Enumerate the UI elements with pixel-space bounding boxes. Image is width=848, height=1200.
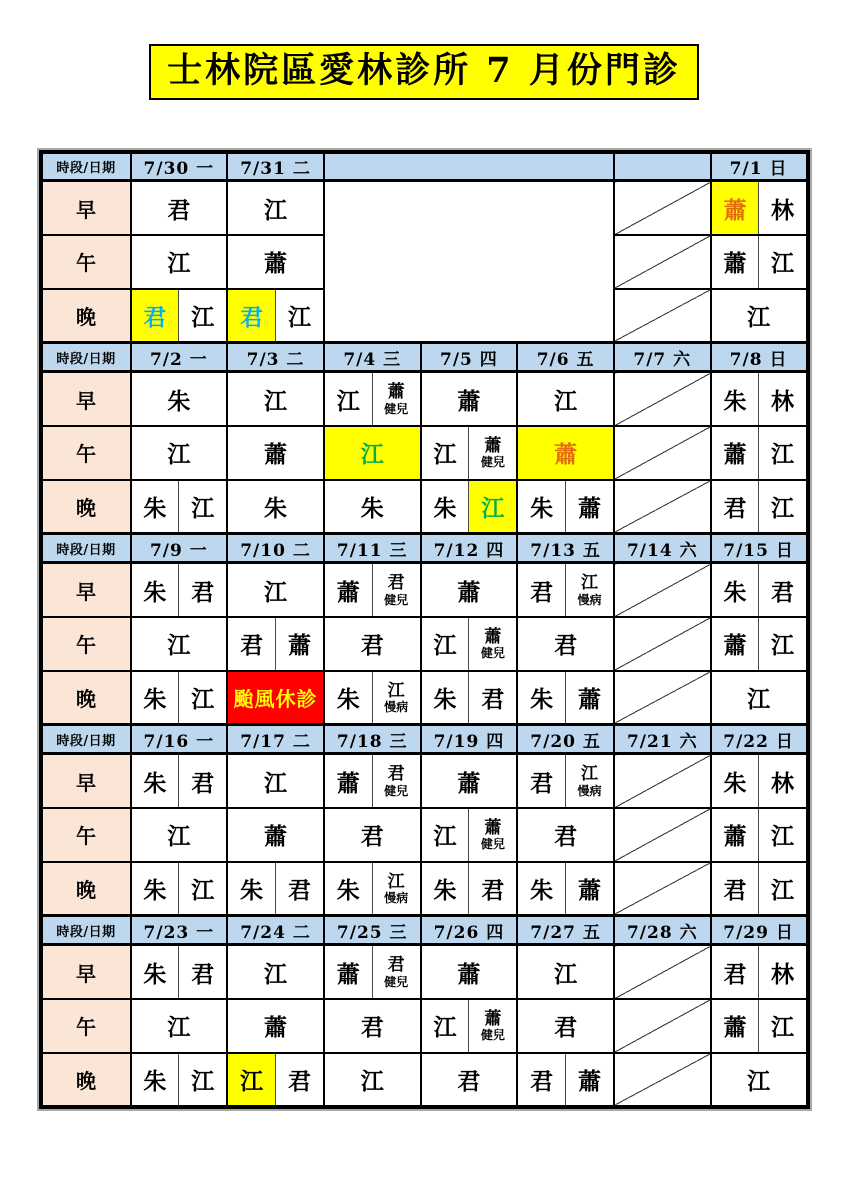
schedule-cell: 江 [131,235,228,289]
clinic-type-label: 健兒 [480,455,505,470]
schedule-cell: 蕭 [517,426,614,480]
schedule-cell: 朱 [711,372,759,426]
day-header: 7/28 六 [614,916,711,945]
schedule-cell: 江 [759,426,808,480]
schedule-cell: 蕭 [711,426,759,480]
schedule-cell: 江 [131,999,228,1053]
schedule-row [41,181,808,235]
schedule-cell: 朱 [517,671,565,725]
schedule-row [41,563,808,617]
schedule-cell: 江 [227,181,324,235]
day-header: 7/23 一 [131,916,228,945]
clinic-type-label: 健兒 [384,592,409,607]
schedule-cell: 朱 [324,862,372,916]
schedule-cell: 蕭 [324,754,372,808]
schedule-cell: 江 [421,808,469,862]
day-header: 7/20 五 [517,725,614,754]
schedule-cell: 林 [759,754,808,808]
schedule-cell: 蕭 [711,235,759,289]
schedule-cell: 江 [421,999,469,1053]
clinic-type-label: 健兒 [384,401,409,416]
schedule-cell [469,999,517,1053]
schedule-cell [469,808,517,862]
corner-header: 時段/日期 [41,725,131,754]
schedule-cell [372,754,420,808]
schedule-cell: 朱 [131,945,179,999]
doctor-name: 江 [387,680,405,701]
schedule-cell: 君 [179,563,227,617]
schedule-cell: 江 [711,289,808,343]
clinic-type-label: 慢病 [384,891,409,906]
schedule-cell: 江 [711,671,808,725]
week-block [41,916,808,1107]
week-header-row [41,152,808,181]
schedule-cell: 朱 [517,862,565,916]
day-header: 7/15 日 [711,534,808,563]
closed-day-cell [614,671,711,725]
schedule-cell [469,617,517,671]
schedule-cell: 蕭 [711,999,759,1053]
doctor-name: 江 [581,573,599,594]
schedule-cell: 江 [517,945,614,999]
week-block [41,152,808,343]
schedule-cell: 君 [517,1053,565,1107]
day-header [324,152,614,181]
schedule-cell: 江 [759,480,808,534]
time-label: 午 [41,235,131,289]
doctor-name: 蕭 [484,626,502,647]
schedule-cell: 江 [131,617,228,671]
schedule-cell: 蕭 [227,426,324,480]
schedule-cell: 江 [324,372,372,426]
day-header: 7/12 四 [421,534,518,563]
schedule-cell: 朱 [131,1053,179,1107]
schedule-cell: 朱 [421,480,469,534]
schedule-cell [372,671,420,725]
schedule-cell [372,862,420,916]
schedule-cell: 林 [759,945,808,999]
schedule-cell: 君 [517,808,614,862]
schedule-cell: 蕭 [276,617,324,671]
closed-day-cell [614,563,711,617]
schedule-cell: 君 [276,862,324,916]
week-header-row [41,725,808,754]
schedule-cell: 蕭 [566,862,614,916]
day-header: 7/7 六 [614,343,711,372]
clinic-type-label: 健兒 [480,837,505,852]
closed-day-cell [614,181,711,235]
schedule-cell: 江 [324,1053,421,1107]
schedule-cell: 蕭 [324,563,372,617]
schedule-cell: 江 [179,289,227,343]
day-header: 7/5 四 [421,343,518,372]
closed-day-cell [614,372,711,426]
schedule-row [41,372,808,426]
day-header: 7/8 日 [711,343,808,372]
schedule-cell [566,754,614,808]
doctor-name: 蕭 [484,435,502,456]
day-header: 7/30 一 [131,152,228,181]
schedule-cell: 江 [759,235,808,289]
clinic-type-label: 慢病 [384,700,409,715]
closed-day-cell [614,617,711,671]
week-block [41,725,808,916]
day-header: 7/22 日 [711,725,808,754]
schedule-cell: 君 [179,754,227,808]
schedule-cell: 君 [324,999,421,1053]
week-block [41,343,808,534]
typhoon-closed-cell: 颱風休診 [227,671,324,725]
schedule-row [41,426,808,480]
closed-day-cell [614,235,711,289]
doctor-name: 江 [581,764,599,785]
day-header: 7/16 一 [131,725,228,754]
closed-day-cell [614,480,711,534]
schedule-cell: 江 [227,1053,275,1107]
closed-day-cell [614,999,711,1053]
schedule-cell: 江 [759,999,808,1053]
closed-day-cell [614,426,711,480]
schedule-cell: 江 [517,372,614,426]
time-label: 晚 [41,480,131,534]
day-header: 7/6 五 [517,343,614,372]
schedule-cell: 江 [131,426,228,480]
schedule-cell: 江 [227,563,324,617]
schedule-cell: 江 [276,289,324,343]
corner-header: 時段/日期 [41,343,131,372]
time-label: 早 [41,372,131,426]
closed-day-cell [614,945,711,999]
schedule-cell [469,426,517,480]
day-header: 7/27 五 [517,916,614,945]
clinic-type-label: 健兒 [480,646,505,661]
time-label: 晚 [41,671,131,725]
schedule-row [41,480,808,534]
day-header: 7/11 三 [324,534,421,563]
schedule-cell: 君 [421,1053,518,1107]
schedule-cell: 朱 [131,480,179,534]
schedule-table [39,150,810,1109]
schedule-cell: 君 [469,671,517,725]
schedule-cell: 蕭 [421,945,518,999]
doctor-name: 蕭 [484,817,502,838]
schedule-cell: 朱 [131,563,179,617]
day-header: 7/3 二 [227,343,324,372]
clinic-type-label: 慢病 [577,592,602,607]
schedule-cell: 江 [421,426,469,480]
schedule-row [41,862,808,916]
corner-header: 時段/日期 [41,916,131,945]
schedule-cell: 君 [276,1053,324,1107]
time-label: 午 [41,426,131,480]
schedule-cell: 蕭 [711,617,759,671]
schedule-cell: 江 [179,671,227,725]
schedule-cell: 君 [517,563,565,617]
day-header: 7/9 一 [131,534,228,563]
schedule-cell: 朱 [421,671,469,725]
day-header: 7/21 六 [614,725,711,754]
schedule-cell: 蕭 [421,754,518,808]
doctor-name: 蕭 [484,1008,502,1029]
schedule-cell [372,945,420,999]
corner-header: 時段/日期 [41,534,131,563]
schedule-row [41,1053,808,1107]
schedule-cell: 君 [711,862,759,916]
day-header: 7/1 日 [711,152,808,181]
schedule-cell: 江 [421,617,469,671]
schedule-row [41,808,808,862]
week-header-row [41,343,808,372]
schedule-cell: 朱 [517,480,565,534]
schedule-cell: 蕭 [227,999,324,1053]
clinic-type-label: 健兒 [384,783,409,798]
closed-day-cell [614,862,711,916]
schedule-cell: 君 [469,862,517,916]
schedule-cell: 蕭 [324,945,372,999]
empty-span-cell [324,181,614,343]
schedule-cell: 君 [131,181,228,235]
schedule-row [41,671,808,725]
day-header: 7/25 三 [324,916,421,945]
day-header: 7/17 二 [227,725,324,754]
title-bar [0,0,848,100]
schedule-row [41,945,808,999]
time-label: 早 [41,945,131,999]
time-label: 午 [41,617,131,671]
time-label: 晚 [41,1053,131,1107]
closed-day-cell [614,808,711,862]
doctor-name: 君 [387,764,405,785]
day-header: 7/26 四 [421,916,518,945]
schedule-cell: 江 [711,1053,808,1107]
day-header: 7/24 二 [227,916,324,945]
time-label: 晚 [41,862,131,916]
doctor-name: 江 [387,871,405,892]
schedule-cell: 君 [179,945,227,999]
schedule-cell: 朱 [421,862,469,916]
schedule-cell [372,563,420,617]
clinic-type-label: 健兒 [480,1028,505,1043]
schedule-cell: 君 [759,563,808,617]
schedule-cell: 朱 [131,862,179,916]
schedule-cell [372,372,420,426]
schedule-cell: 君 [324,617,421,671]
schedule-cell: 朱 [131,372,228,426]
time-label: 午 [41,999,131,1053]
schedule-cell: 君 [227,617,275,671]
schedule-cell: 林 [759,181,808,235]
doctor-name: 君 [387,573,405,594]
schedule-cell: 朱 [227,480,324,534]
schedule-cell: 蕭 [566,1053,614,1107]
schedule-cell: 朱 [131,671,179,725]
schedule-cell: 江 [227,945,324,999]
schedule-cell: 朱 [131,754,179,808]
schedule-cell: 江 [227,754,324,808]
closed-day-cell [614,1053,711,1107]
day-header [614,152,711,181]
schedule-cell: 朱 [324,671,372,725]
time-label: 早 [41,563,131,617]
schedule-cell: 君 [324,808,421,862]
doctor-name: 君 [387,955,405,976]
time-label: 晚 [41,289,131,343]
schedule-cell: 江 [469,480,517,534]
page-title: 士林院區愛林診所 7 月份門診 [149,44,699,100]
schedule-cell: 朱 [711,563,759,617]
day-header: 7/13 五 [517,534,614,563]
time-label: 早 [41,181,131,235]
week-header-row [41,916,808,945]
schedule-cell: 江 [131,808,228,862]
day-header: 7/29 日 [711,916,808,945]
doctor-name: 蕭 [387,382,405,403]
schedule-cell: 蕭 [711,181,759,235]
schedule-cell: 江 [227,372,324,426]
schedule-cell: 蕭 [227,808,324,862]
schedule-cell: 君 [131,289,179,343]
schedule-cell: 江 [759,617,808,671]
schedule-cell: 蕭 [227,235,324,289]
day-header: 7/18 三 [324,725,421,754]
day-header: 7/31 二 [227,152,324,181]
week-header-row [41,534,808,563]
schedule-cell: 朱 [711,754,759,808]
schedule-cell [566,563,614,617]
time-label: 早 [41,754,131,808]
closed-day-cell [614,754,711,808]
corner-header: 時段/日期 [41,152,131,181]
day-header: 7/2 一 [131,343,228,372]
schedule-cell: 君 [517,999,614,1053]
day-header: 7/10 二 [227,534,324,563]
schedule-cell: 蕭 [566,480,614,534]
day-header: 7/14 六 [614,534,711,563]
schedule-cell: 朱 [227,862,275,916]
schedule-cell: 君 [517,617,614,671]
schedule-cell: 林 [759,372,808,426]
schedule-cell: 江 [324,426,421,480]
schedule-row [41,754,808,808]
schedule-cell: 君 [517,754,565,808]
day-header: 7/19 四 [421,725,518,754]
schedule-row [41,999,808,1053]
week-block [41,534,808,725]
schedule-cell: 蕭 [566,671,614,725]
schedule-cell: 君 [227,289,275,343]
schedule-table-wrap [39,150,810,1109]
clinic-type-label: 健兒 [384,974,409,989]
schedule-cell: 江 [179,480,227,534]
closed-day-cell [614,289,711,343]
schedule-row [41,617,808,671]
schedule-cell: 江 [759,808,808,862]
schedule-cell: 君 [711,480,759,534]
schedule-cell: 蕭 [711,808,759,862]
schedule-cell: 朱 [324,480,421,534]
schedule-cell: 江 [179,862,227,916]
schedule-cell: 君 [711,945,759,999]
schedule-cell: 江 [179,1053,227,1107]
day-header: 7/4 三 [324,343,421,372]
schedule-cell: 蕭 [421,563,518,617]
clinic-type-label: 慢病 [577,783,602,798]
schedule-cell: 蕭 [421,372,518,426]
time-label: 午 [41,808,131,862]
schedule-cell: 江 [759,862,808,916]
